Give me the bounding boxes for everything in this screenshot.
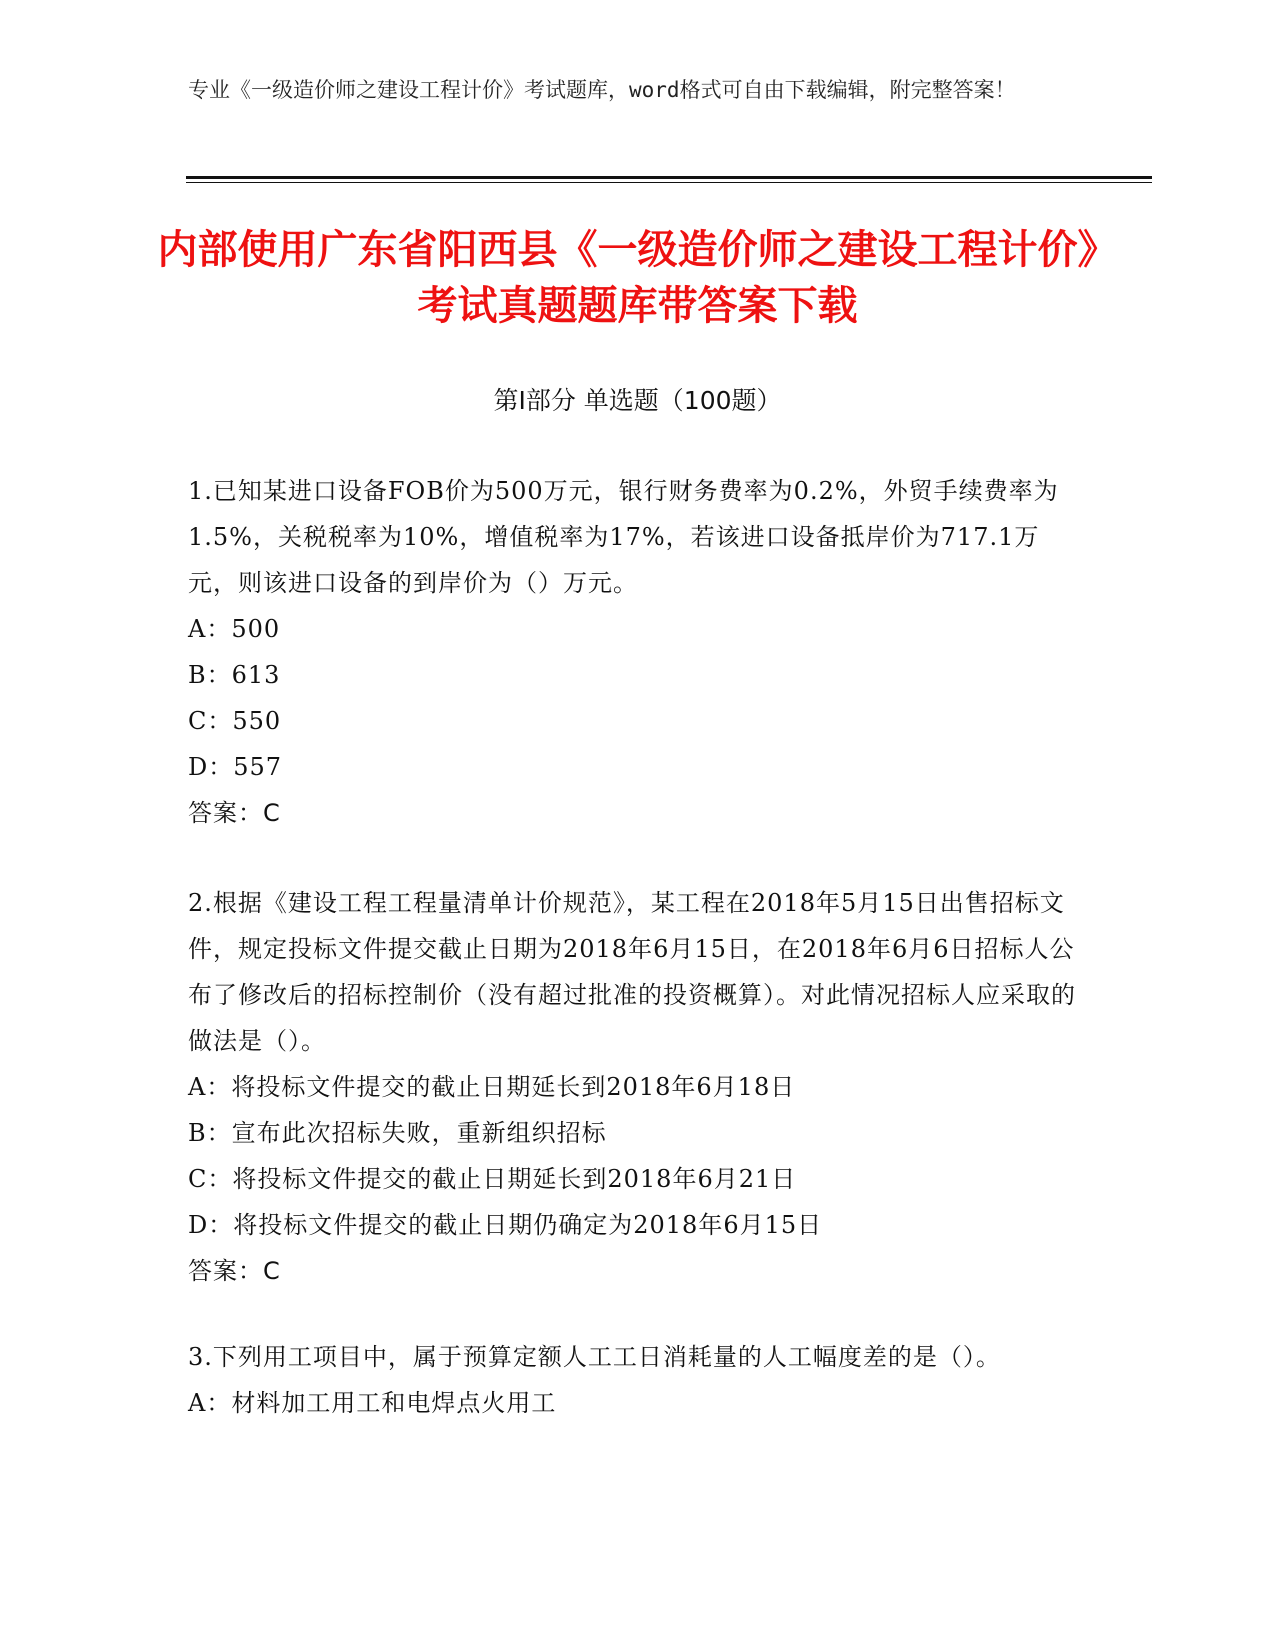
header-divider-thick xyxy=(186,176,1152,179)
question-2 xyxy=(188,880,1088,1294)
option-a: A：500 xyxy=(188,615,281,643)
section-title: 第Ⅰ部分 单选题（100题） xyxy=(493,386,782,415)
option-b: B：613 xyxy=(188,661,281,689)
option-b: B：宣布此次招标失败，重新组织招标 xyxy=(188,1119,607,1147)
option-a: A：材料加工用工和电焊点火用工 xyxy=(188,1389,557,1417)
option-a: A：将投标文件提交的截止日期延长到2018年6月18日 xyxy=(188,1073,796,1101)
question-stem: 1.已知某进口设备FOB价为500万元，银行财务费率为0.2%，外贸手续费率为1.5%，关税税率为10%，增值税率为17%，若该进口设备抵岸价为717.1万元，则该进口设备的到岸价为（）万元。 xyxy=(188,477,1059,597)
option-d: D：557 xyxy=(188,753,283,781)
question-stem: 3.下列用工项目中，属于预算定额人工工日消耗量的人工幅度差的是（）。 xyxy=(188,1343,1001,1371)
option-c: C：将投标文件提交的截止日期延长到2018年6月21日 xyxy=(188,1165,797,1193)
option-c: C：550 xyxy=(188,707,282,735)
document-title: 内部使用广东省阳西县《一级造价师之建设工程计价》考试真题题库带答案下载 xyxy=(157,227,1118,329)
question-3 xyxy=(188,1334,1088,1426)
option-d: D：将投标文件提交的截止日期仍确定为2018年6月15日 xyxy=(188,1211,823,1239)
answer: 答案：C xyxy=(188,799,281,827)
header-divider-thin xyxy=(186,182,1152,183)
question-1 xyxy=(188,468,1088,836)
header-note: 专业《一级造价师之建设工程计价》考试题库，word格式可自由下载编辑，附完整答案！ xyxy=(188,78,1016,102)
question-stem: 2.根据《建设工程工程量清单计价规范》，某工程在2018年5月15日出售招标文件，规定投标文件提交截止日期为2018年6月15日，在2018年6月6日招标人公布了修改后的招标控制价（没有超过批准的投资概算）。对此情况招标人应采取的做法是（）。 xyxy=(188,889,1076,1055)
answer: 答案：C xyxy=(188,1257,281,1285)
